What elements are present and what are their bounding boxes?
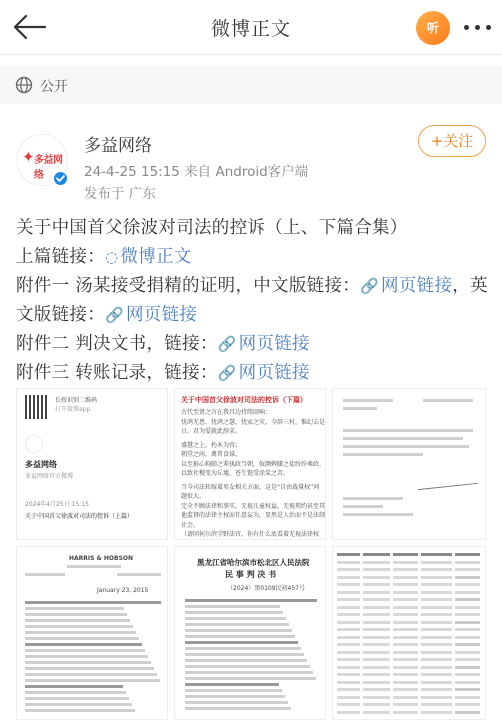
table-cell [393,621,418,624]
table-cell [363,636,390,639]
table-cell [337,606,360,609]
table-cell [337,576,360,579]
table-cell [421,651,452,654]
text-line [185,671,313,674]
table-cell [337,613,360,616]
text-line [25,691,126,694]
table-cell [337,583,360,586]
table-cell [393,591,418,594]
table-cell [393,553,418,556]
table-cell [421,561,452,564]
table-cell [455,591,480,594]
table-cell [363,553,390,556]
table-cell [393,688,418,691]
table-cell [393,576,418,579]
table-cell [455,673,480,676]
table-cell [421,553,452,556]
text-line [185,689,282,692]
table-cell [337,553,360,556]
letter-line: 当今司法转嫁着男女相关方面，这是“自由裁量权”问 [181,483,320,491]
image-thumbnail-6[interactable] [332,546,486,720]
table-cell [393,658,418,661]
follow-button[interactable]: +关注 [418,125,486,157]
post-location: 发布于 广东 [84,186,156,202]
table-cell [421,583,452,586]
table-cell [421,628,452,631]
letter-line: 古代至贤之言在我耳边持续回响： [181,409,272,416]
table-cell [455,583,480,586]
avatar-logo-text: 多益网络 [34,155,63,181]
table-cell [337,598,360,601]
text-line [25,709,135,712]
post-line-5 [16,359,490,388]
table-cell [393,598,418,601]
visibility-row [0,66,502,104]
listen-button[interactable] [416,11,450,45]
web-link-cn-label: 网页链接 [381,276,453,296]
text-line [25,601,161,604]
qr-code-icon [25,395,49,419]
table-cell [363,621,390,624]
line1-prefix: 上篇链接： [16,247,105,267]
web-link-cn[interactable] [360,276,452,296]
verified-icon [52,170,69,187]
brand-logo-icon: ✦ [22,148,35,166]
table-cell [421,696,452,699]
image-thumbnail-4[interactable] [16,546,168,720]
table-cell [363,651,390,654]
letter-line: 他监督的法律主权而任意妄为，显然是人治而不是法制 [181,512,326,519]
letter-line: 完全不顾法律和事实，无视儿童权益，无视契约甚至其 [181,502,326,510]
table-cell [393,583,418,586]
table-cell [337,628,360,631]
weibo-link[interactable] [105,247,192,267]
text-line [25,649,145,652]
image-thumbnail-5[interactable] [174,546,326,720]
web-link-en-label: 网页链接 [125,305,198,325]
table-cell [421,621,452,624]
letter-line: 题很大。 [181,493,206,500]
court-name: 黑龙江省哈尔滨市松北区人民法院 [197,558,310,567]
card-caption: 关于中国首父徐波对司法的控诉（上篇） [25,513,134,520]
table-cell [337,658,360,661]
letter-line: 以至狼心狗肺之辈执政当朝，奴颜婢膝之徒纷纷乘政， [181,460,326,468]
table-cell [455,711,480,714]
table-cell [363,576,390,579]
card-sub: 多益网络官方微博 [25,473,74,480]
weibo-link-icon: ◌ [105,248,119,266]
text-line [185,653,304,656]
letter-line: 忧鸿无患，忧鸿之瑟，忧家之灾。今辞三村，惟幻去是 [181,418,326,426]
table-cell [455,688,480,691]
table-cell [421,688,452,691]
judgment-number: （2024）黑0109民初457号 [227,585,305,592]
table-cell [337,681,360,684]
text-line [25,637,139,640]
visibility-label: 公开 [40,79,68,95]
table-cell [455,658,480,661]
web-link-en[interactable] [105,305,197,325]
table-cell [455,696,480,699]
text-line [185,701,288,704]
image-grid [16,388,486,720]
table-cell [363,688,390,691]
table-cell [337,591,360,594]
table-cell [337,696,360,699]
table-cell [393,673,418,676]
text-line [185,635,295,638]
text-line [25,679,160,682]
table-cell [337,621,360,624]
table-cell [455,606,480,609]
table-cell [421,568,452,571]
weibo-link-label: 微博正文 [120,247,192,267]
table-cell [421,606,452,609]
table-cell [421,703,452,706]
table-cell [393,666,418,669]
table-cell [455,651,480,654]
signature [416,464,478,490]
table-cell [455,568,480,571]
top-navbar [0,0,502,54]
web-link-transfer-label: 网页链接 [238,363,310,383]
table-cell [455,666,480,669]
letter-line: （请问何尔滨学野法官，你有什么底看着无视法律权 [181,531,320,538]
more-icon[interactable] [462,14,494,40]
table-cell [393,568,418,571]
table-cell [337,673,360,676]
table-cell [455,703,480,706]
line5-prefix: 附件三 转账记录，链接： [16,363,218,383]
table-cell [393,606,418,609]
table-cell [337,643,360,646]
link-icon: 🔗 [360,277,380,295]
qr-caption: 长按识别二维码 [55,397,98,404]
image-thumbnail-3[interactable] [332,388,486,540]
text-line [25,619,130,622]
text-line [25,625,133,628]
image-thumbnail-1[interactable] [16,388,168,540]
letter-line: 社会。 [181,521,200,529]
text-line [25,631,136,634]
text-line [25,643,142,646]
table-cell [363,643,390,646]
table-cell [421,681,452,684]
table-cell [363,598,390,601]
navbar-divider [0,54,502,55]
letter-title: 关于中国首父徐波对司法的控诉（下篇） [181,396,307,404]
table-cell [421,711,452,714]
table-cell [393,613,418,616]
post-title: 关于中国首父徐波对司法的控诉（上、下篇合集） [16,218,408,238]
table-cell [421,613,452,616]
table-cell [393,561,418,564]
line3-mid: ，英文版链接： [16,276,488,325]
link-icon: 🔗 [105,306,124,324]
table-cell [363,568,390,571]
table-cell [455,681,480,684]
table-cell [393,651,418,654]
text-line [185,647,301,650]
table-cell [421,591,452,594]
contract-date: January 23, 2015 [97,587,149,594]
line2-prefix: 附件一 汤某接受捐精的证明，中文版链接： [16,276,361,296]
text-line [185,677,316,680]
web-link-judgment-label: 网页链接 [238,334,310,354]
web-link-transfer[interactable] [218,363,310,383]
letter-line: 盛慧之上，朽木为容； [181,441,242,449]
table-cell [393,696,418,699]
link-icon: 🔗 [217,335,237,353]
judgment-title: 民 事 判 决 书 [225,570,277,579]
table-cell [363,703,390,706]
table-cell [455,621,480,624]
post-time-source: 24-4-25 15:15 来自 Android客户端 [84,164,309,180]
text-line [25,607,124,610]
text-line [185,599,317,602]
table-cell [393,703,418,706]
text-line [185,641,298,644]
table-cell [337,688,360,691]
table-cell [363,673,390,676]
table-cell [363,606,390,609]
contract-header: HARRIS & HOBSON [69,555,134,562]
table-cell [363,666,390,669]
text-line [185,623,289,626]
table-cell [337,651,360,654]
text-line [25,655,148,658]
table-cell [421,666,452,669]
author-name[interactable]: 多益网络 [84,136,152,156]
card-author: 多益网络 [25,460,57,469]
link-icon: 🔗 [217,364,237,382]
post-line-2 [16,272,490,330]
line4-prefix: 附件二 判决文书，链接： [16,334,218,354]
text-line [25,697,129,700]
table-cell [455,636,480,639]
table-cell [393,628,418,631]
text-line [185,611,283,614]
table-cell [363,561,390,564]
table-cell [337,711,360,714]
text-line [185,683,279,686]
text-line [185,617,286,620]
table-cell [337,561,360,564]
web-link-judgment[interactable] [218,334,310,354]
text-line [185,605,280,608]
table-cell [393,643,418,646]
table-cell [363,696,390,699]
text-line [185,665,310,668]
post-line-1 [16,243,490,272]
letter-line: 日。君为爱就此辞求。 [181,428,242,435]
table-cell [393,711,418,714]
table-cell [455,561,480,564]
post-body [16,214,490,388]
table-cell [393,681,418,684]
text-line [25,661,151,664]
image-thumbnail-2[interactable] [174,388,326,540]
table-cell [421,673,452,676]
text-line [25,613,127,616]
page-title: 微博正文 [210,18,291,40]
table-cell [421,643,452,646]
listen-icon: 听 [427,21,440,35]
table-cell [363,681,390,684]
card-avatar [25,435,43,453]
table-cell [455,576,480,579]
table-cell [421,658,452,661]
table-cell [363,628,390,631]
text-line [185,659,307,662]
qr-sub: 打开微博app [55,406,91,413]
table-cell [363,613,390,616]
table-cell [455,628,480,631]
table-cell [337,666,360,669]
table-cell [455,613,480,616]
letter-line: 朝堂之间，禽兽食禄。 [181,451,242,458]
table-cell [337,703,360,706]
text-line [185,695,285,698]
text-line [25,673,157,676]
table-cell [363,583,390,586]
table-cell [421,636,452,639]
table-cell [363,591,390,594]
table-cell [421,576,452,579]
table-cell [455,643,480,646]
table-cell [337,568,360,571]
text-line [25,667,154,670]
table-cell [455,553,480,556]
table-cell [337,636,360,639]
table-cell [421,598,452,601]
card-date: 2024年4月25日 15:15 [25,501,89,508]
text-line [25,685,123,688]
post-line-4 [16,330,490,359]
globe-icon [15,76,33,94]
text-line [185,707,291,710]
text-line [185,629,292,632]
table-cell [363,658,390,661]
text-line [25,703,132,706]
letter-line: 以致社稷变为丘墟，苍生饱受涂炭之苦。 [181,470,290,477]
table-cell [455,598,480,601]
table-cell [363,711,390,714]
table-cell [393,636,418,639]
